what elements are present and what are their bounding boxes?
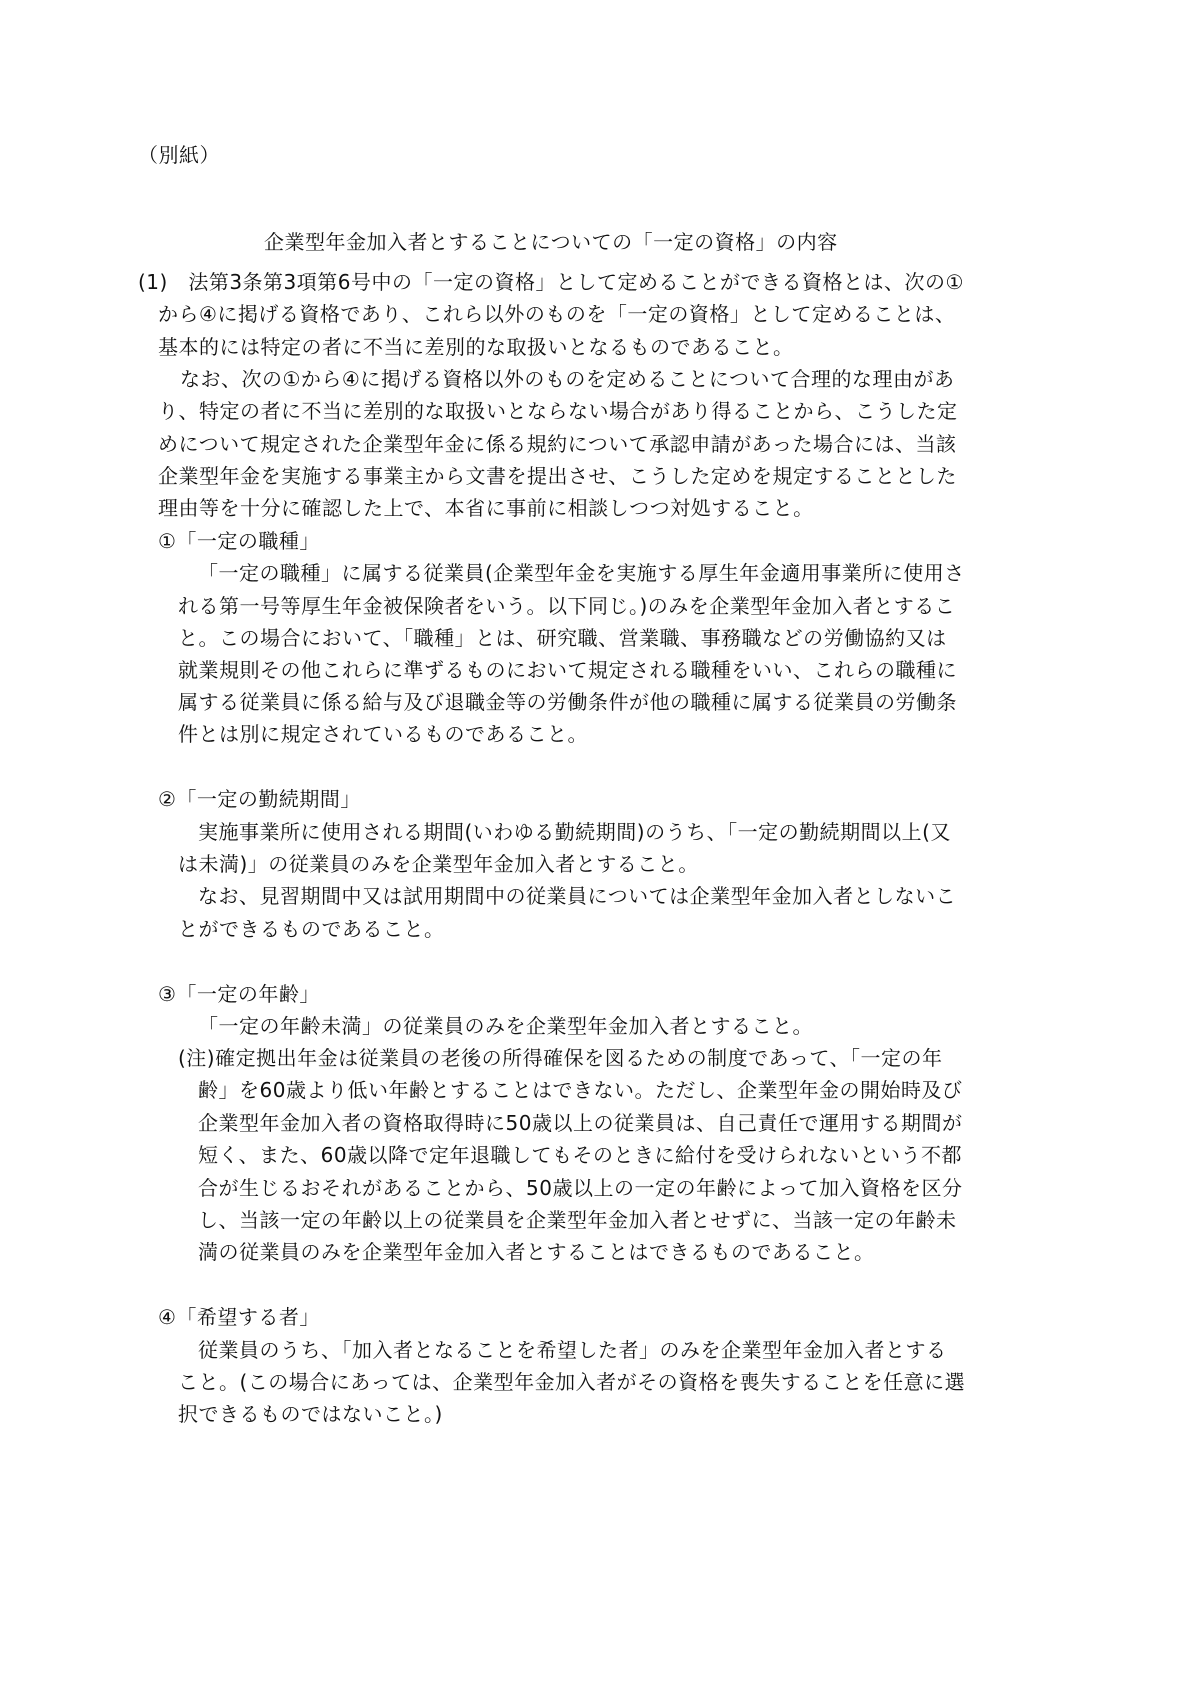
- section1-line: 基本的には特定の者に不当に差別的な取扱いとなるものであること。: [158, 335, 794, 359]
- document-title: 企業型年金加入者とすることについての「一定の資格」の内容: [264, 230, 838, 254]
- section1-note-line: なお、次の①から④に掲げる資格以外のものを定めることについて合理的な理由があ: [180, 367, 955, 391]
- item3-note-line: 短く、また、60歳以降で定年退職してもそのときに給付を受けられないという不都: [198, 1143, 963, 1167]
- item3-note-line: (注)確定拠出年金は従業員の老後の所得確保を図るための制度であって、「一定の年: [178, 1046, 943, 1070]
- item4-line: 従業員のうち、「加入者となることを希望した者」のみを企業型年金加入者とする: [198, 1338, 947, 1362]
- item4-heading: ④「希望する者」: [158, 1305, 320, 1329]
- item2-line: 実施事業所に使用される期間(いわゆる勤続期間)のうち、「一定の勤続期間以上(又: [198, 820, 951, 844]
- item3-note-line: 満の従業員のみを企業型年金加入者とすることはできるものであること。: [198, 1240, 875, 1264]
- item1-line: 件とは別に規定されているものであること。: [178, 722, 588, 746]
- section1-note-line: 理由等を十分に確認した上で、本省に事前に相談しつつ対処すること。: [158, 496, 814, 520]
- item3-heading: ③「一定の年齢」: [158, 982, 320, 1006]
- item1-line: 就業規則その他これらに準ずるものにおいて規定される職種をいい、これらの職種に: [178, 658, 957, 682]
- item1-line: 属する従業員に係る給与及び退職金等の労働条件が他の職種に属する従業員の労働条: [178, 690, 957, 714]
- section1-note-line: り、特定の者に不当に差別的な取扱いとならない場合があり得ることから、こうした定: [158, 399, 958, 423]
- item2-heading: ②「一定の勤続期間」: [158, 787, 361, 811]
- item1-line: 「一定の職種」に属する従業員(企業型年金を実施する厚生年金適用事業所に使用さ: [198, 561, 965, 585]
- item1-heading: ①「一定の職種」: [158, 529, 320, 553]
- item2-line: とができるものであること。: [178, 917, 445, 941]
- section1-note-line: 企業型年金を実施する事業主から文書を提出させ、こうした定めを規定することとした: [158, 464, 957, 488]
- section1-line: (1) 法第3条第3項第6号中の「一定の資格」として定めることができる資格とは、次の①: [138, 270, 964, 294]
- item2-line: は未満)」の従業員のみを企業型年金加入者とすること。: [178, 852, 699, 876]
- item3-note-line: 企業型年金加入者の資格取得時に50歳以上の従業員は、自己責任で運用する期間が: [198, 1111, 963, 1135]
- item4-line: こと。(この場合にあっては、企業型年金加入者がその資格を喪失することを任意に選: [178, 1370, 966, 1394]
- item1-line: れる第一号等厚生年金被保険者をいう。以下同じ。)のみを企業型年金加入者とするこ: [178, 594, 956, 618]
- item4-line: 択できるものではないこと。): [178, 1402, 443, 1426]
- item2-line: なお、見習期間中又は試用期間中の従業員については企業型年金加入者としないこ: [198, 884, 957, 908]
- attachment-label: （別紙）: [138, 143, 220, 167]
- section1-note-line: めについて規定された企業型年金に係る規約について承認申請があった場合には、当該: [158, 432, 957, 456]
- item1-line: と。この場合において、「職種」とは、研究職、営業職、事務職などの労働協約又は: [178, 626, 947, 650]
- section1-line: から④に掲げる資格であり、これら以外のものを「一定の資格」として定めることは、: [158, 302, 956, 326]
- item3-line: 「一定の年齢未満」の従業員のみを企業型年金加入者とすること。: [198, 1014, 813, 1038]
- item3-note-line: 合が生じるおそれがあることから、50歳以上の一定の年齢によって加入資格を区分: [198, 1176, 963, 1200]
- item3-note-line: し、当該一定の年齢以上の従業員を企業型年金加入者とせずに、当該一定の年齢未: [198, 1208, 957, 1232]
- item3-note-line: 齢」を60歳より低い年齢とすることはできない。ただし、企業型年金の開始時及び: [198, 1078, 963, 1102]
